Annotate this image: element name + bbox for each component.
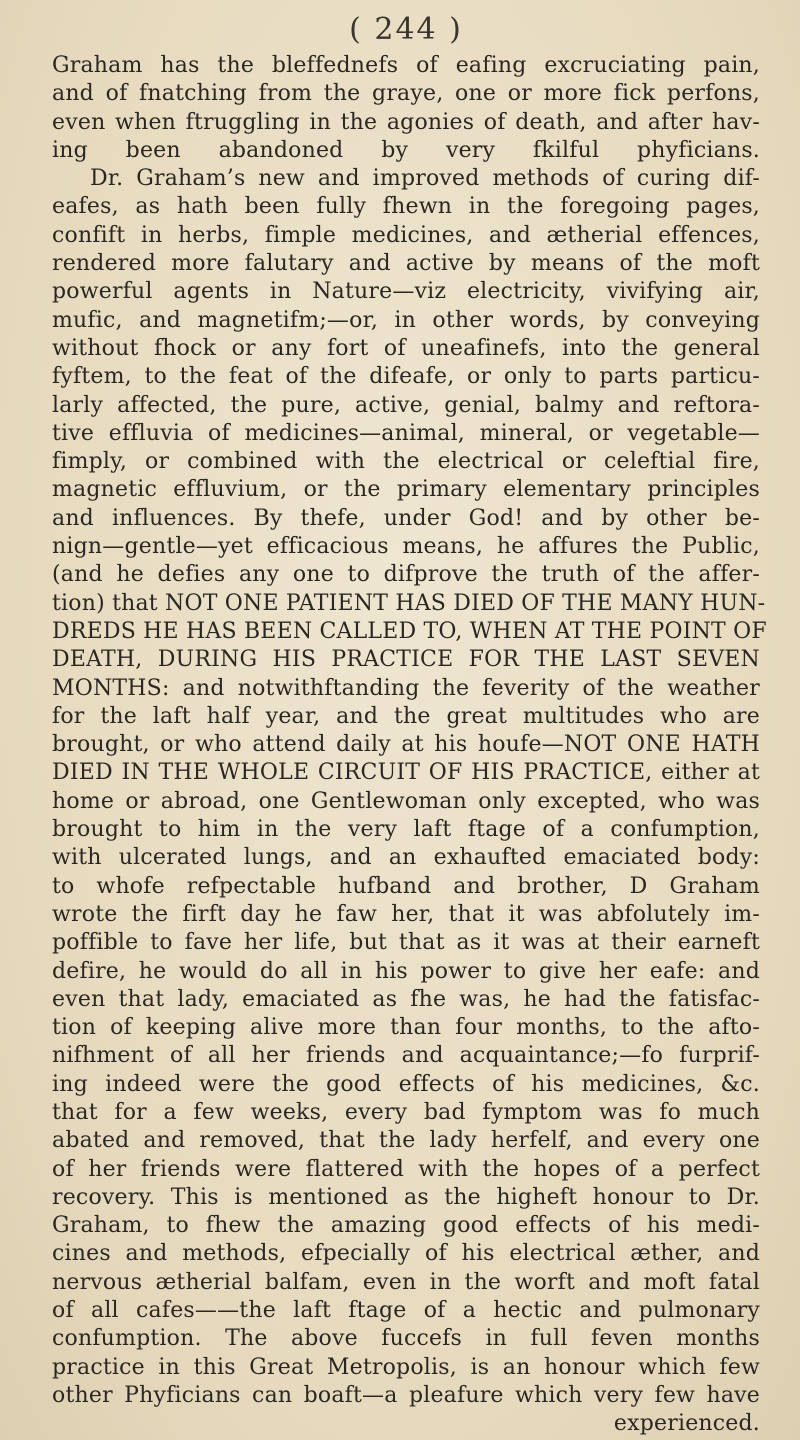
text-line: rendered more falutary and active by means of the moft — [52, 251, 760, 277]
text-line: other Phyficians can boaft—a pleafure which very few have — [52, 1382, 760, 1408]
text-line: Graham, to fhew the amazing good effects of his medi- — [52, 1213, 760, 1239]
text-line: DREDS HE HAS BEEN CALLED TO, WHEN AT THE POINT OF — [52, 618, 767, 644]
text-line: DEATH, DURING HIS PRACTICE FOR THE LAST SEVEN — [52, 647, 760, 673]
text-line: confumption. The above fuccefs in full feven months — [52, 1326, 760, 1352]
text-line: experienced. — [613, 1411, 760, 1437]
text-line: to whofe refpectable hufband and brother, D Graham — [52, 873, 760, 899]
text-line: with ulcerated lungs, and an exhaufted emaciated body: — [52, 845, 760, 871]
text-line: (and he defies any one to difprove the truth of the affer- — [52, 562, 760, 588]
text-line: brought, or who attend daily at his houfe—NOT ONE HATH — [52, 732, 760, 758]
text-line: ing been abandoned by very fkilful phyficians. — [52, 137, 760, 163]
text-line: nign—gentle—yet efficacious means, he affures the Public, — [52, 534, 760, 560]
text-line: tion) that NOT ONE PATIENT HAS DIED OF THE MANY HUN- — [52, 590, 766, 616]
text-line: fimply, or combined with the electrical or celeftial fire, — [52, 449, 760, 475]
text-line: that for a few weeks, every bad fymptom was fo much — [52, 1099, 760, 1125]
page-number: ( 244 ) — [349, 12, 463, 47]
text-line: defire, he would do all in his power to give her eafe: and — [52, 958, 760, 984]
text-line: nervous ætherial balfam, even in the worft and moft fatal — [52, 1269, 760, 1295]
text-line: home or abroad, one Gentlewoman only excepted, who was — [52, 788, 760, 814]
text-line: ing indeed were the good effects of his medicines, &c. — [52, 1071, 760, 1097]
text-line: abated and removed, that the lady herfelf, and every one — [52, 1128, 760, 1154]
text-line: DIED IN THE WHOLE CIRCUIT OF HIS PRACTICE, either at — [52, 760, 760, 786]
text-line: fyftem, to the feat of the difeafe, or only to parts particu- — [52, 364, 760, 390]
text-line: tive effluvia of medicines—animal, mineral, or vegetable— — [52, 420, 760, 446]
text-line: of all cafes——the laft ftage of a hectic and pulmonary — [52, 1298, 760, 1324]
text-line: poffible to fave her life, but that as it was at their earneft — [52, 930, 760, 956]
text-line: wrote the firft day he faw her, that it was abfolutely im- — [52, 901, 760, 927]
text-line: even that lady, emaciated as fhe was, he had the fatisfac- — [52, 986, 760, 1012]
text-line: without fhock or any fort of uneafinefs, into the general — [52, 335, 760, 361]
text-line: MONTHS: and notwithftanding the feverity of the weather — [52, 675, 760, 701]
text-line: recovery. This is mentioned as the higheft honour to Dr. — [52, 1184, 760, 1210]
text-line: Graham has the bleffednefs of eafing excruciating pain, — [52, 53, 760, 78]
text-line: and of fnatching from the graye, one or more fick perfons, — [52, 81, 760, 107]
text-line: even when ftruggling in the agonies of death, and after hav- — [52, 109, 760, 135]
text-line: Dr. Graham’s new and improved methods of curing dif- — [90, 166, 760, 192]
text-line: mufic, and magnetifm;—or, in other words, by conveying — [52, 307, 760, 333]
text-line: confift in herbs, fimple medicines, and ætherial effences, — [52, 222, 760, 248]
text-line: nifhment of all her friends and acquaintance;—fo furprif- — [52, 1043, 760, 1069]
text-line: for the laft half year, and the great multitudes who are — [52, 703, 760, 729]
text-line: magnetic effluvium, or the primary elementary principles — [52, 477, 760, 503]
text-line: eafes, as hath been fully fhewn in the foregoing pages, — [52, 194, 760, 220]
body-text — [52, 52, 767, 1439]
text-line: powerful agents in Nature—viz electricity, vivifying air, — [52, 279, 760, 305]
text-line: larly affected, the pure, active, genial, balmy and reftora- — [52, 392, 760, 418]
text-line: practice in this Great Metropolis, is an honour which few — [52, 1354, 760, 1380]
text-line: tion of keeping alive more than four months, to the afto- — [52, 1015, 760, 1041]
text-line: and influences. By thefe, under God! and by other be- — [52, 505, 760, 531]
text-line: cines and methods, efpecially of his electrical æther, and — [52, 1241, 760, 1267]
text-line: brought to him in the very laft ftage of a confumption, — [52, 817, 760, 843]
text-line: of her friends were flattered with the hopes of a perfect — [52, 1156, 760, 1182]
